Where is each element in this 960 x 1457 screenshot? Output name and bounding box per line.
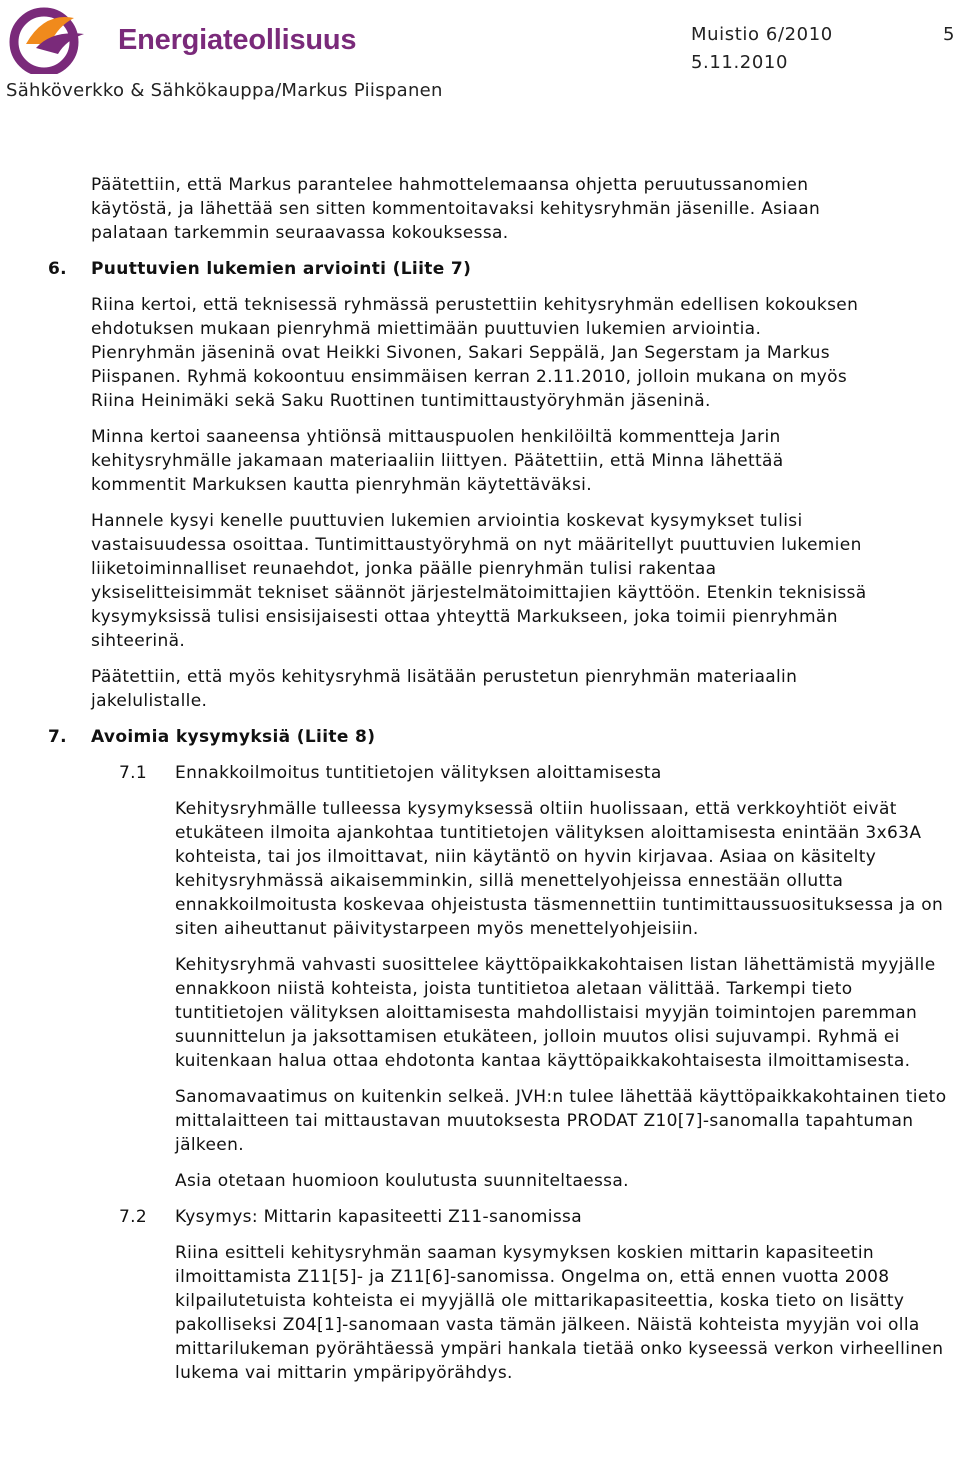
section-7-heading [0,725,960,749]
section-6-paragraph: Päätettiin, että myös kehitysryhmä lisätään perustetun pienryhmän materiaalin jakelulistalle. [91,667,798,711]
subsection-7-1-paragraph: Sanomavaatimus on kuitenkin selkeä. JVH:n tulee lähettää käyttöpaikkakohtainen tieto mittalaitteen tai mittaustavan muutoksesta PRODAT Z10[7]-sanomalla tapahtuman jälkeen. [175,1087,947,1155]
document-body [0,170,960,1385]
subsection-7-2-heading [0,1205,960,1229]
section-6-heading [0,257,960,281]
memo-number: Muistio 6/2010 [691,24,833,45]
subsection-7-1-paragraph: Kehitysryhmä vahvasti suosittelee käyttöpaikkakohtaisen listan lähettämistä myyjälle ennakkoon niistä kohteista, joista tuntitietoa aletaan välittää. Tarkempi tieto tuntitietojen välityksen aloittamisesta mahdollistaisi myyjän toimintojen paremman suunnittelun ja jaksottamisen etukäteen, jolloin muutos olisi sujuvampi. Ryhmä ei kuitenkaan halua ottaa ehdotonta kantaa käyttöpaikkakohtaisesta ilmoittamisesta. [175,955,936,1071]
page-number: 5 [943,24,955,45]
section-6-paragraph: Riina kertoi, että teknisessä ryhmässä perustettiin kehitysryhmän edellisen kokouksen ehdotuksen mukaan pienryhmä miettimään puuttuvien lukemien arviointia. Pienryhmän jäseninä ovat Heikki Sivonen, Sakari Seppälä, Jan Segerstam ja Markus Piispanen. Ryhmä kokoontuu ensimmäisen kerran 2.11.2010, jolloin mukana on myös Riina Heinimäki sekä Saku Ruottinen tuntimittaustyöryhmän jäseninä. [91,295,859,411]
subsection-7-1-title: Ennakkoilmoitus tuntitietojen välityksen aloittamisesta [175,763,662,783]
brand-name: Energiateollisuus [118,24,357,56]
subsection-7-1-number: 7.1 [119,763,148,783]
section-6-paragraph: Hannele kysyi kenelle puuttuvien lukemien arviointia koskevat kysymykset tulisi vastaisuudessa osoittaa. Tuntimittaustyöryhmä on nyt määritellyt puuttuvien lukemien liiketoiminnalliset reunaehdot, jonka päälle pienryhmän tulisi rakentaa yksiselitteisimmät tekniset säännöt järjestelmätoimittajien käyttöön. Etenkin teknisissä kysymyksissä tulisi ensisijaisesti ottaa yhteyttä Markukseen, joka toimii pienryhmän sihteerinä. [91,511,867,651]
subsection-7-2-title: Kysymys: Mittarin kapasiteetti Z11-sanomissa [175,1207,582,1227]
subsection-7-2-number: 7.2 [119,1207,148,1227]
header-subtitle: Sähköverkko & Sähkökauppa/Markus Piispanen [6,80,443,101]
subsection-7-1-heading [0,761,960,785]
section-6-number: 6. [48,259,67,279]
section-6-title: Puuttuvien lukemien arviointi (Liite 7) [91,259,472,279]
section-7-number: 7. [48,727,67,747]
energiateollisuus-logo-icon [6,4,102,74]
subsection-7-2-paragraph: Riina esitteli kehitysryhmän saaman kysymyksen koskien mittarin kapasiteetin ilmoittamista Z11[5]- ja Z11[6]-sanomissa. Ongelma on, että ennen vuotta 2008 kilpailutetuista kohteista ei myyjällä ole mittarikapasiteettia, koska tieto on lisätty pakolliseksi Z04[1]-sanomaan vasta tämän jälkeen. Näistä kohteista myyjän voi olla mittarilukeman pyörähtäessä ympäri hankala tietää onko kyseessä verkon virheellinen lukema vai mittarin ympäripyörähdys. [175,1243,944,1383]
subsection-7-1-paragraph: Asia otetaan huomioon koulutusta suunniteltaessa. [175,1171,629,1191]
section-6-paragraph: Minna kertoi saaneensa yhtiönsä mittauspuolen henkilöiltä kommentteja Jarin kehitysryhmälle jakamaan materiaaliin liittyen. Päätettiin, että Minna lähettää kommentit Markuksen kautta pienryhmän käytettäväksi. [91,427,784,495]
subsection-7-1-paragraph: Kehitysryhmälle tulleessa kysymyksessä oltiin huolissaan, että verkkoyhtiöt eivät etukäteen ilmoita ajankohtaa tuntitietojen välityksen aloittamisesta enintään 3x63A kohteista, tai jos ilmoittavat, niin käytäntö on hyvin kirjavaa. Asiaa on käsitelty kehitysryhmässä aikaisemminkin, sillä menettelyohjeissa ennestään ollutta ennakkoilmoitusta koskevaa ohjeistusta täsmennettiin tuntimittaussuosituksessa ja on siten aiheuttanut päivitystarpeen myös menettelyohjeisiin. [175,799,944,939]
section-7-title: Avoimia kysymyksiä (Liite 8) [91,727,376,747]
memo-date: 5.11.2010 [691,52,789,73]
page-header [0,0,960,110]
intro-paragraph: Päätettiin, että Markus parantelee hahmottelemaansa ohjetta peruutussanomien käytöstä, ja lähettää sen sitten kommentoitavaksi kehitysryhmän jäsenille. Asiaan palataan tarkemmin seuraavassa kokouksessa. [91,175,821,243]
